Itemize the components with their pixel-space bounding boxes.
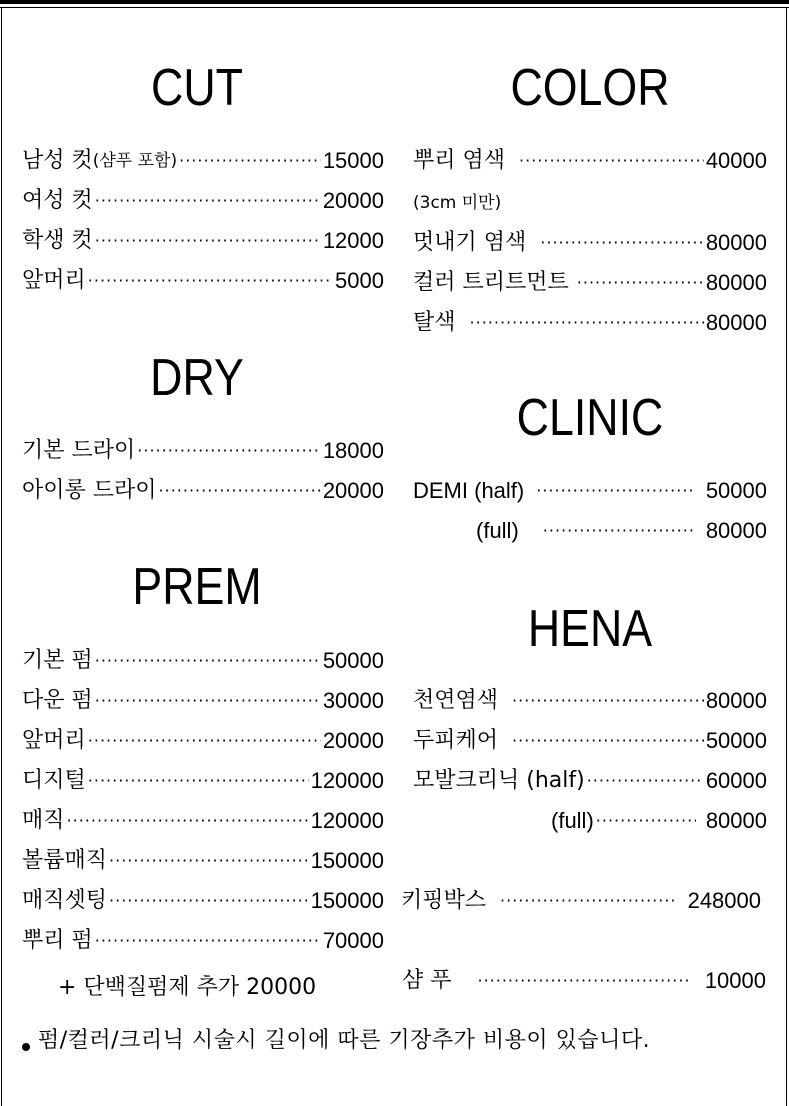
leader-dots — [95, 687, 321, 715]
item-label: 다운 펌 — [22, 688, 93, 713]
price-row — [22, 187, 384, 215]
item-label: 천연염색 — [413, 688, 499, 713]
item-price: 60000 — [705, 768, 767, 793]
item-price: 30000 — [322, 688, 384, 713]
item-price: 10000 — [704, 968, 766, 993]
item-price: 80000 — [705, 808, 767, 833]
item-label: 앞머리 — [22, 728, 86, 753]
item-label: 볼륨매직 — [22, 848, 108, 873]
item-price: 120000 — [310, 808, 384, 833]
item-price: 20000 — [322, 478, 384, 503]
right-border — [786, 7, 787, 1106]
item-label: 기본 펌 — [22, 648, 93, 673]
top-border-thick — [0, 0, 789, 4]
bullet-icon — [22, 1043, 30, 1051]
price-row — [476, 517, 767, 545]
item-price: 120000 — [310, 768, 384, 793]
price-row — [22, 887, 384, 915]
price-row — [413, 147, 767, 175]
section-title-color: COLOR — [510, 59, 670, 117]
item-label: 아이롱 드라이 — [22, 478, 157, 503]
price-row — [413, 477, 767, 505]
item-price: 20000 — [322, 188, 384, 213]
item-label: 뿌리 염색 — [413, 148, 506, 173]
leader-dots — [596, 807, 696, 835]
item-label: 두피케어 — [413, 728, 499, 753]
item-label: 기본 드라이 — [22, 438, 136, 463]
section-title-clinic: CLINIC — [516, 389, 664, 447]
item-label: 뿌리 펌 — [22, 928, 93, 953]
item-label: 모발크리닉 (half) — [413, 768, 585, 793]
item-label: DEMI (half) — [413, 478, 525, 503]
leader-dots — [470, 309, 704, 337]
item-price: 5000 — [335, 268, 384, 293]
price-row — [22, 267, 384, 295]
item-price: 80000 — [705, 270, 767, 295]
item-price: 80000 — [705, 518, 767, 543]
item-price: 50000 — [705, 728, 767, 753]
item-label: 앞머리 — [22, 268, 86, 293]
price-row — [413, 687, 767, 715]
item-price: 80000 — [705, 230, 767, 255]
item-price: 15000 — [322, 148, 384, 173]
item-label: 샴 푸 — [402, 968, 452, 993]
item-label: 매직셋팅 — [22, 888, 108, 913]
leader-dots — [88, 267, 333, 295]
leader-dots — [95, 187, 321, 215]
price-row — [22, 227, 384, 255]
item-label: 멋내기 염색 — [413, 230, 527, 255]
item-price: 50000 — [705, 478, 767, 503]
item-price: 150000 — [310, 848, 384, 873]
item-price: 20000 — [322, 728, 384, 753]
leader-dots — [179, 147, 321, 175]
price-row — [22, 847, 384, 875]
left-border — [1, 7, 2, 1106]
leader-dots — [519, 147, 704, 175]
item-label: 남성 컷 — [22, 148, 93, 173]
leader-dots — [587, 767, 704, 795]
leader-dots — [88, 767, 309, 795]
price-row — [413, 727, 767, 755]
item-price: 40000 — [705, 148, 767, 173]
leader-dots — [95, 927, 321, 955]
leader-dots — [478, 967, 691, 995]
section-title-cut: CUT — [151, 59, 243, 117]
item-label: 탈색 — [413, 310, 456, 335]
price-row — [22, 647, 384, 675]
leader-dots — [95, 227, 321, 255]
item-label: (full) — [476, 518, 519, 543]
price-row — [22, 437, 384, 465]
price-row — [22, 687, 384, 715]
leader-dots — [512, 687, 704, 715]
price-row — [22, 927, 384, 955]
price-row — [22, 727, 384, 755]
price-row — [413, 229, 767, 257]
leader-dots — [543, 517, 694, 545]
item-label: 키핑박스 — [401, 888, 487, 913]
leader-dots — [109, 847, 309, 875]
item-price: 80000 — [705, 688, 767, 713]
top-border-thin — [0, 7, 789, 8]
leader-dots — [500, 887, 674, 915]
item-label: 학생 컷 — [22, 228, 93, 253]
item-label: 컬러 트리트먼트 — [413, 270, 569, 295]
leader-dots — [88, 727, 321, 755]
price-row — [413, 269, 767, 297]
item-price: 80000 — [705, 310, 767, 335]
section-title-dry: DRY — [150, 349, 244, 407]
price-row — [551, 807, 767, 835]
footer-note: 펌/컬러/크리닉 시술시 길이에 따른 기장추가 비용이 있습니다. — [38, 1028, 651, 1053]
leader-dots — [536, 477, 694, 505]
item-sub-note: (3cm 미만) — [413, 193, 502, 213]
price-row — [413, 767, 767, 795]
leader-dots — [577, 269, 704, 297]
price-row — [413, 309, 767, 337]
leader-dots — [67, 807, 309, 835]
leader-dots — [512, 727, 704, 755]
addon-note: + 단백질펌제 추가 20000 — [58, 975, 317, 1000]
section-title-prem: PREM — [132, 558, 262, 616]
item-price: 50000 — [322, 648, 384, 673]
price-row — [22, 147, 384, 175]
item-label: (full) — [551, 808, 594, 833]
item-price: 248000 — [687, 888, 761, 913]
item-label: 디지털 — [22, 768, 86, 793]
price-row — [22, 767, 384, 795]
price-row — [402, 967, 766, 995]
item-price: 18000 — [322, 438, 384, 463]
item-price: 12000 — [322, 228, 384, 253]
leader-dots — [137, 437, 321, 465]
price-row — [22, 807, 384, 835]
leader-dots — [159, 477, 321, 505]
leader-dots — [109, 887, 309, 915]
leader-dots — [540, 229, 704, 257]
section-title-hena: HENA — [527, 600, 653, 658]
price-row — [401, 887, 761, 915]
item-price: 150000 — [310, 888, 384, 913]
leader-dots — [95, 647, 321, 675]
price-row — [22, 477, 384, 505]
item-note: (샴푸 포함) — [92, 151, 178, 171]
item-label: 매직 — [22, 808, 65, 833]
item-price: 70000 — [322, 928, 384, 953]
item-label: 여성 컷 — [22, 188, 93, 213]
